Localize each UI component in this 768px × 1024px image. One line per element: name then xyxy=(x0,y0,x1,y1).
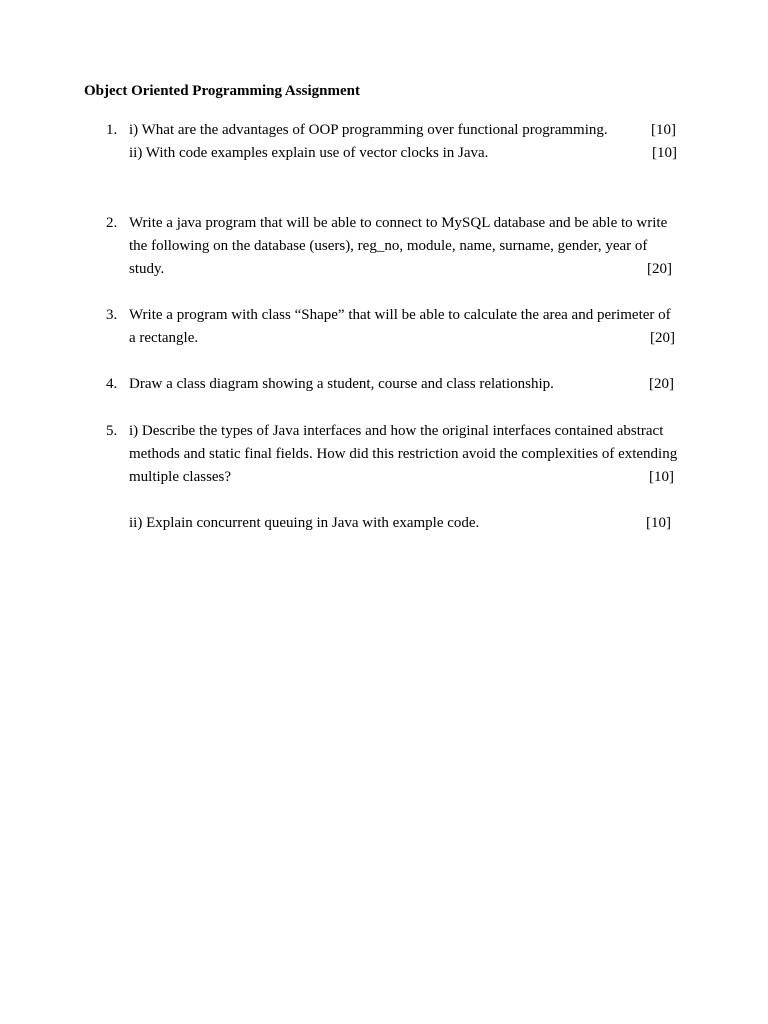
document-title: Object Oriented Programming Assignment xyxy=(84,83,360,99)
question-5-number: 5. xyxy=(106,423,118,439)
question-2-line: the following on the database (users), reg_no, module, name, surname, gender, year of xyxy=(129,238,648,254)
question-5-part-i-line: methods and static final fields. How did this restriction avoid the complexities of extending xyxy=(129,446,678,462)
question-3-number: 3. xyxy=(106,307,118,323)
question-5-part-ii-marks: [10] xyxy=(646,515,671,531)
question-1-part-ii: ii) With code examples explain use of vector clocks in Java. xyxy=(129,145,489,161)
question-1-part-i-marks: [10] xyxy=(651,122,676,138)
question-4-line: Draw a class diagram showing a student, course and class relationship. xyxy=(129,376,554,392)
question-5-part-i-marks: [10] xyxy=(649,469,674,485)
question-2-number: 2. xyxy=(106,215,118,231)
question-3-marks: [20] xyxy=(650,330,675,346)
question-5-part-i-line: i) Describe the types of Java interfaces and how the original interfaces contained abstract xyxy=(129,423,664,439)
question-2-line: Write a java program that will be able to connect to MySQL database and be able to write xyxy=(129,215,668,231)
question-1-part-ii-marks: [10] xyxy=(652,145,677,161)
question-1-number: 1. xyxy=(106,122,118,138)
question-4-number: 4. xyxy=(106,376,118,392)
question-3-line: a rectangle. xyxy=(129,330,199,346)
question-2-marks: [20] xyxy=(647,261,672,277)
question-5-part-ii: ii) Explain concurrent queuing in Java with example code. xyxy=(129,515,480,531)
question-1-part-i: i) What are the advantages of OOP programming over functional programming. xyxy=(129,122,608,138)
question-3-line: Write a program with class “Shape” that will be able to calculate the area and perimeter of xyxy=(129,307,671,323)
question-5-part-i-line: multiple classes? xyxy=(129,469,232,485)
question-4-marks: [20] xyxy=(649,376,674,392)
question-2-line: study. xyxy=(129,261,165,277)
